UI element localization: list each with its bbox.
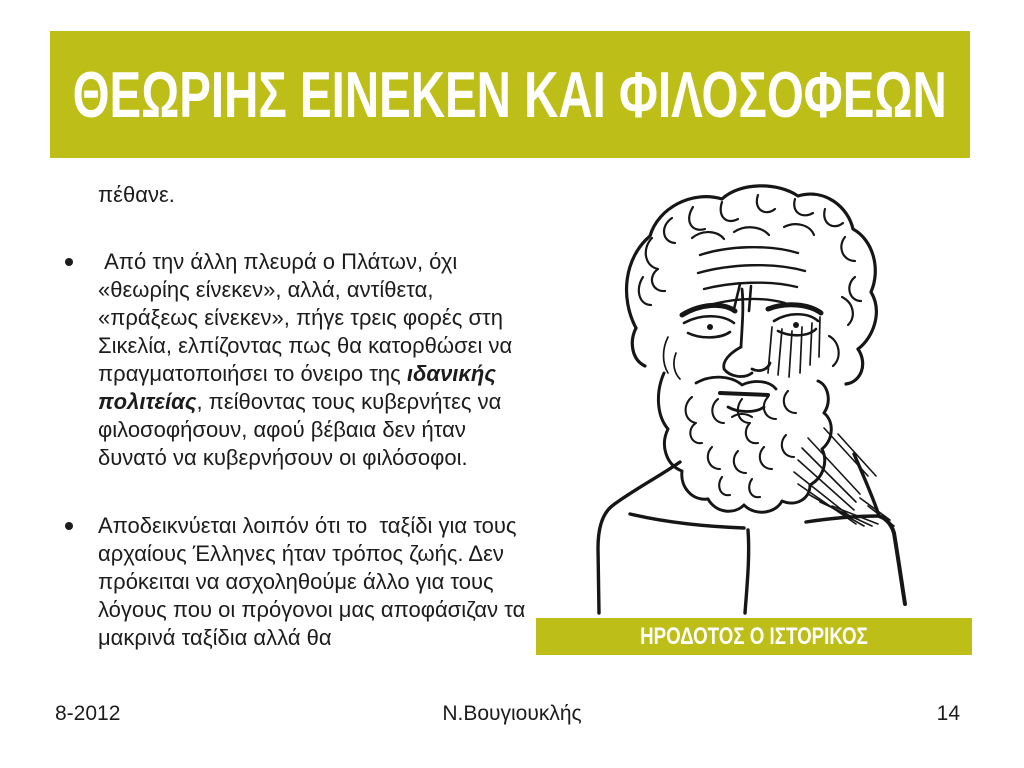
bullet-1-text-after: , πείθοντας τους κυβερνήτες να φιλοσοφήσουν, αφού βέβαια δεν ήταν δυνατό να κυβερνήσουν οι φιλόσοφοι. <box>98 389 502 470</box>
body-intro-text: πέθανε. <box>98 182 175 207</box>
footer-author: Ν.Βουγιουκλής <box>442 702 582 725</box>
slide-body <box>50 181 536 652</box>
bullet-1-text-before: Από την άλλη πλευρά ο Πλάτων, όχι «θεωρίης είνεκεν», αλλά, αντίθετα, «πράξεως είνεκεν», πήγε τρεις φορές στη Σικελία, ελπίζοντας πως θα κατορθώσει να πραγματοποιήσει το όνειρο της <box>98 249 513 386</box>
eyes <box>684 314 818 337</box>
footer-date: 8-2012 <box>55 702 121 725</box>
figure-caption-bar <box>536 618 972 655</box>
shoulders-torso <box>598 454 905 613</box>
bullet-text-2 <box>98 512 536 652</box>
bullet-text-1 <box>98 248 536 472</box>
figure-caption: ΗΡΟΔΟΤΟΣ Ο ΙΣΤΟΡΙΚΟΣ <box>640 622 868 650</box>
bullet-2-text-before: Αποδεικνύεται λοιπόν ότι το ταξίδι για τους αρχαίους Έλληνες ήταν τρόπος ζωής. Δεν πρόκειται να ασχοληθούμε άλλο για τους λόγους που οι πρόγονοι μας αποφάσιζαν τα μακρινά ταξίδια αλλά θα <box>98 513 526 650</box>
bullet-1-text-emphasis: ιδανικής πολιτείας <box>98 361 497 414</box>
bullet-marker <box>50 248 98 472</box>
hair-curls <box>639 195 861 366</box>
footer-page-number: 14 <box>936 702 960 725</box>
slide-title-banner <box>50 31 970 158</box>
bullet-item-1 <box>50 248 536 472</box>
bullet-item-2 <box>50 512 536 652</box>
bullet-marker <box>50 512 98 652</box>
slide-title: ΘΕΩΡΙΗΣ ΕΙΝΕΚΕΝ ΚΑΙ ΦΙΛΟΣΟΦΕΩΝ <box>72 58 948 131</box>
beard-curls <box>686 391 796 497</box>
slide-footer <box>0 702 1024 732</box>
herodotus-portrait-drawing <box>572 176 990 617</box>
